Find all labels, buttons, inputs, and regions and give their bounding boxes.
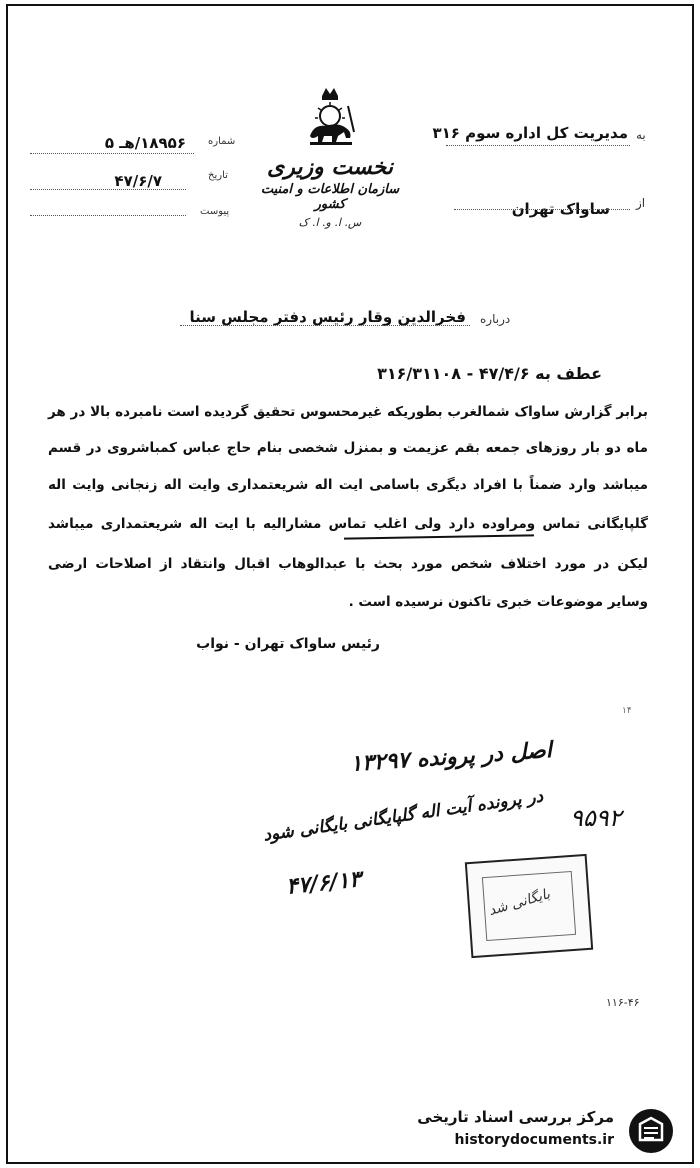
sender: ساواک تهران [511, 200, 610, 218]
subject-value: فخرالدین وقار رئیس دفتر مجلس سنا [189, 308, 466, 326]
signature: رئیس ساواک تهران - نواب [196, 636, 380, 652]
footer-title: مرکز بررسی اسناد تاریخی [417, 1108, 614, 1126]
organization-code: س. ا. و. ا. ک [298, 216, 362, 229]
recipient: مدیریت کل اداره سوم ۳۱۶ [432, 124, 628, 142]
handwritten-note-original: اصل در پرونده ۱۳۲۹۷ [349, 736, 553, 778]
body-line-2: ماه دو بار روزهای جمعه بقم عزیمت و بمنزل شخصی بنام حاج عباس کمباشروی در قسم [48, 440, 648, 456]
number-line [30, 152, 194, 154]
recipient-line [446, 144, 630, 146]
archive-logo-icon [626, 1106, 676, 1156]
date-line [30, 188, 186, 190]
from-prefix: از [636, 196, 646, 210]
letterhead-emblem [260, 86, 400, 256]
body-line-5: لیکن در مورد اختلاف شخص مورد بحث با عبدالوهاب اقبال وانتقاد از اصلاحات ارضی [48, 556, 648, 572]
number-label: شماره [208, 136, 236, 147]
sender-line [454, 208, 630, 210]
ministry-title: نخست وزیری [267, 154, 393, 180]
archive-stamp [465, 854, 593, 958]
attachment-label: پیوست [200, 206, 230, 217]
handwritten-number: ۹۵۹۲ [570, 804, 622, 832]
subject-label: درباره [480, 312, 511, 326]
to-prefix: به [636, 128, 646, 142]
reference-number: عطف به ۴۷/۴/۶ - ۳۱۶/۳۱۱۰۸ [377, 364, 602, 383]
letter-date: ۴۷/۶/۷ [114, 172, 162, 190]
body-line-6: وسایر موضوعات خبری تاکنون نرسیده است . [348, 594, 648, 610]
handwritten-note-file: در پرونده آیت اله گلپایگانی بایگانی شود [261, 786, 545, 846]
stamp-text: بایگانی شد [486, 886, 552, 920]
body-line-4: گلپایگانی تماس ومراوده دارد ولی اغلب تماس مشارالیه با ایت اله شریعتمداری میباشد [48, 516, 648, 532]
letter-number: ۱۸۹۵۶/هـ ۵ [104, 134, 186, 152]
subject-line [180, 324, 470, 326]
footer-watermark [408, 1100, 690, 1160]
body-line-1: برابر گزارش ساواک شمالغرب بطوریکه غیرمحسوس تحقیق گردیده است نامبرده بالا در هر [48, 404, 648, 420]
bottom-code: ۱۱۶-۴۶ [606, 996, 640, 1009]
body-line-3: میباشد وارد ضمناً با افراد دیگری باسامی ایت اله شریعتمداری وایت اله زنجانی وایت اله [48, 477, 648, 493]
organization-name: سازمان اطلاعات و امنیت کشور [260, 182, 400, 212]
attachment-line [30, 214, 186, 216]
date-label: تاریخ [208, 170, 228, 181]
handwritten-initials: ۴۷/۶/۱۳ [284, 866, 363, 900]
corner-mark: ۱۴ [622, 706, 632, 716]
lion-and-sun-icon [300, 86, 360, 148]
footer-url: historydocuments.ir [454, 1132, 614, 1148]
